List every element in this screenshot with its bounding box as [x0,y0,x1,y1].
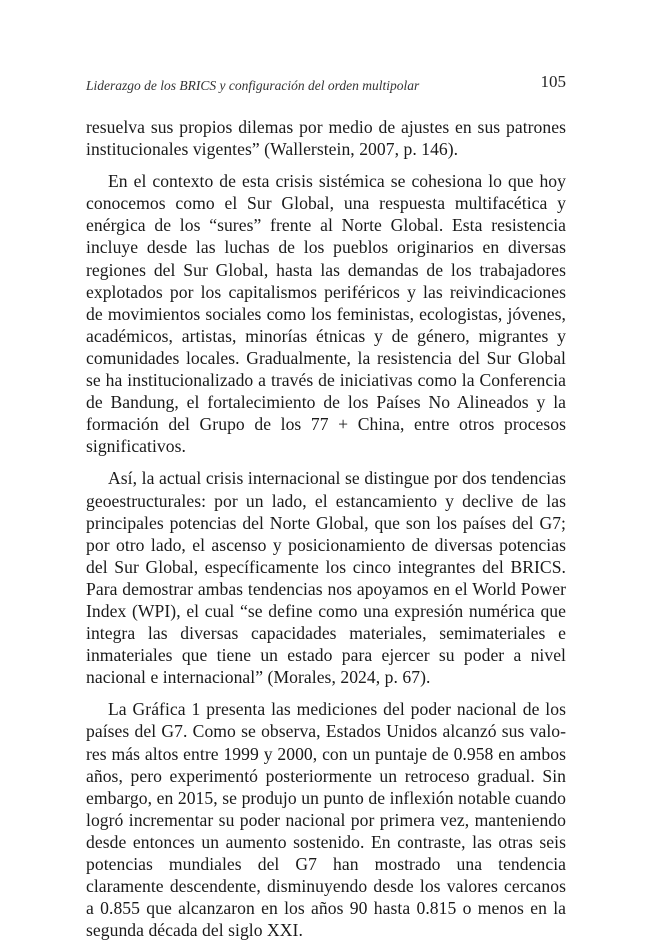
paragraph-sur-global: En el contexto de esta crisis sistémica se cohesiona lo que hoy conocemos como el Sur Global, una respuesta multifacética y enérgica de los “sures” frente al Norte Global. Esta resistencia incluye desde las luchas de los pueblos originarios en diversas regiones del Sur Global, hasta las demandas de los trabajadores explotados por los capitalismos periféricos y las reivindicaciones de movimientos sociales como los feministas, ecologistas, jóvenes, académicos, artistas, minorías étnicas y de género, migrantes y comunidades locales. Gradualmente, la resistencia del Sur Global se ha institucionalizado a través de iniciativas como la Conferencia de Bandung, el fortalecimiento de los Países No Alineados y la formación del Grupo de los 77 + China, entre otros procesos significativos. [86,171,566,457]
paragraph-continued: resuelva sus propios dilemas por medio de ajustes en sus patrones institucionales vigentes” (Wallerstein, 2007, p. 146). [86,117,566,160]
paragraph-crisis-tendencias: Así, la actual crisis internacional se distingue por dos tendencias geoestructurales: por un lado, el estancamiento y declive de las principales potencias del Norte Global, que son los países del G7; por otro lado, el ascenso y posicionamiento de diversas potencias del Sur Global, específicamente los cinco integrantes del BRICS. Para demostrar ambas tendencias nos apoyamos en el World Power Index (WPI), el cual “se define como una expresión numérica que integra las diversas capacidades materiales, semimateriales e inmateriales que tiene un estado para ejercer su poder a nivel nacional e internacional” (Morales, 2024, p. 67). [86,468,566,688]
running-title: Liderazgo de los BRICS y configuración del orden multipolar [86,78,420,93]
page-number: 105 [540,72,566,91]
paragraph-grafica-g7: La Gráfica 1 presenta las mediciones del poder nacional de los países del G7. Como se observa, Estados Unidos alcanzó sus valores más altos entre 1999 y 2000, con un puntaje de 0.958 en ambos años, pero experimentó posteriormente un retroceso gradual. Sin embargo, en 2015, se produjo un punto de inflexión notable cuando logró incrementar su poder nacional por primera vez, manteniendo desde entonces un aumento sostenido. En contraste, las otras seis potencias mundiales del G7 han mostrado una tendencia claramente descendente, disminuyendo desde los valores cercanos a 0.855 que alcanzaron en los años 90 hasta 0.815 o menos en la segunda década del siglo XXI. [86,699,566,941]
body-text [86,116,566,951]
running-header [86,72,566,94]
